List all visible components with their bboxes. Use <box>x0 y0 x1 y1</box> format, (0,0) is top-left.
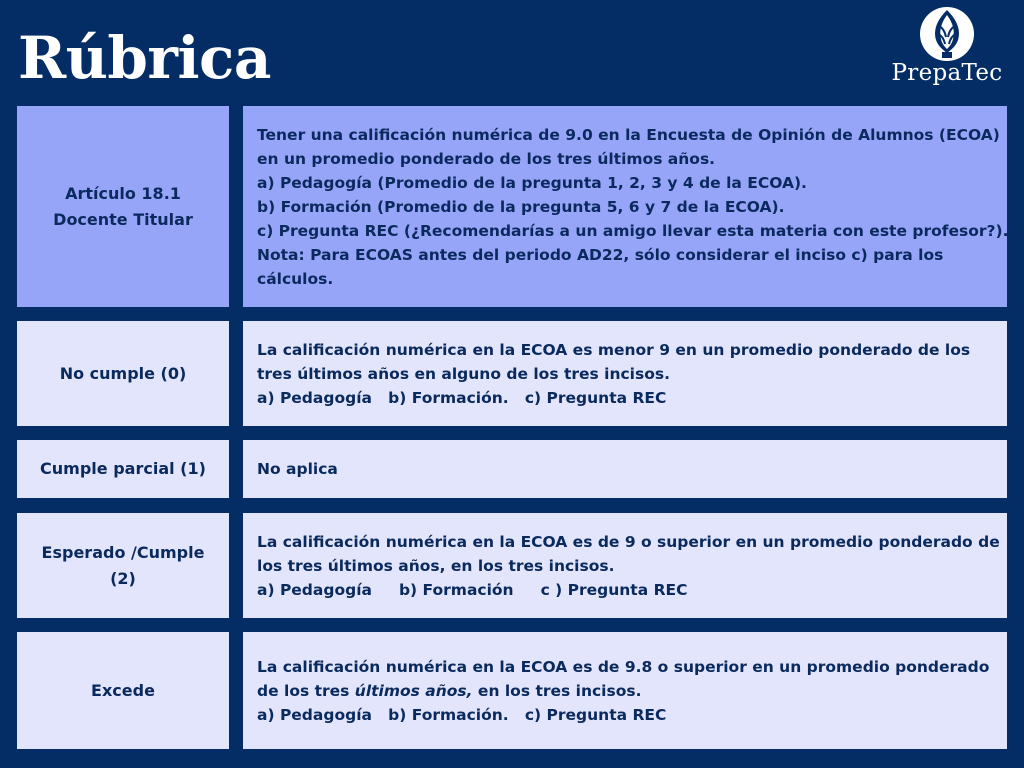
logo-text: PrepaTec <box>891 60 1003 86</box>
rubric-row-esperado <box>17 513 1007 618</box>
row-label-line: Excede <box>91 680 155 700</box>
row-label <box>17 513 229 618</box>
desc-line: La calificación numérica en la ECOA es de 9 o superior en un promedio ponderado de <box>257 532 1000 551</box>
desc-line: La calificación numérica en la ECOA es de 9.8 o superior en un promedio ponderado <box>257 657 990 676</box>
row-label <box>17 632 229 749</box>
row-description <box>243 513 1007 618</box>
desc-line: a) Pedagogía b) Formación. c) Pregunta REC <box>257 388 667 407</box>
desc-text: de los tres <box>257 681 355 700</box>
rubric-row-article <box>17 106 1007 307</box>
row-label-line: Docente Titular <box>53 209 193 229</box>
desc-text: en los tres incisos. <box>472 681 642 700</box>
row-description <box>243 632 1007 749</box>
row-label-line: Cumple parcial (1) <box>40 459 206 478</box>
desc-emphasis: últimos años, <box>354 681 473 700</box>
desc-line: tres últimos años en alguno de los tres incisos. <box>257 364 670 383</box>
rubric-row-cumple-parcial <box>17 440 1007 498</box>
desc-line: los tres últimos años, en los tres incisos. <box>257 556 615 575</box>
rubric-row-excede <box>17 632 1007 749</box>
desc-line: cálculos. <box>257 269 334 288</box>
row-label-line: No cumple (0) <box>59 363 187 383</box>
prepatec-logo <box>886 4 1014 96</box>
desc-line: a) Pedagogía b) Formación c ) Pregunta REC <box>257 580 688 599</box>
row-description <box>243 440 1007 498</box>
row-label-line: Artículo 18.1 <box>65 183 181 203</box>
row-label <box>17 440 229 498</box>
desc-line <box>257 679 993 703</box>
desc-line: Tener una calificación numérica de 9.0 en la Encuesta de Opinión de Alumnos (ECOA) <box>257 125 1000 144</box>
row-label <box>17 321 229 426</box>
desc-line: Nota: Para ECOAS antes del periodo AD22, sólo considerar el inciso c) para los <box>257 245 944 264</box>
row-label-line: (2) <box>110 568 136 588</box>
row-label <box>17 106 229 307</box>
desc-line: a) Pedagogía b) Formación. c) Pregunta REC <box>257 705 667 724</box>
row-description <box>243 106 1007 307</box>
page-title: Rúbrica <box>18 24 271 92</box>
desc-line: La calificación numérica en la ECOA es menor 9 en un promedio ponderado de los <box>257 340 971 359</box>
desc-line: a) Pedagogía (Promedio de la pregunta 1, 2, 3 y 4 de la ECOA). <box>257 173 807 192</box>
desc-line: No aplica <box>257 460 338 478</box>
desc-line: c) Pregunta REC (¿Recomendarías a un amigo llevar esta materia con este profesor?). <box>257 221 1009 240</box>
row-label-line: Esperado /Cumple <box>41 542 205 562</box>
rubric-row-no-cumple <box>17 321 1007 426</box>
desc-line: en un promedio ponderado de los tres últimos años. <box>257 149 716 168</box>
desc-line: b) Formación (Promedio de la pregunta 5, 6 y 7 de la ECOA). <box>257 197 785 216</box>
torch-flame-icon <box>919 6 975 62</box>
row-description <box>243 321 1007 426</box>
